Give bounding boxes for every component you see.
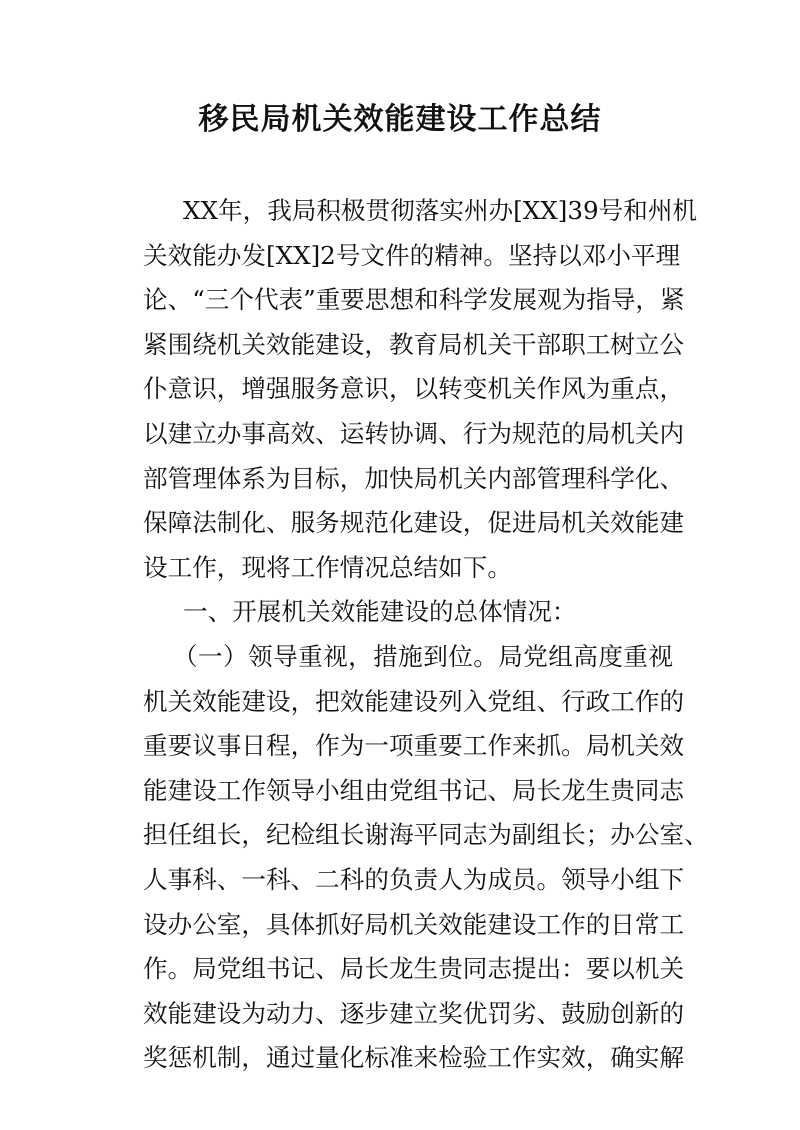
document-body <box>143 189 709 1081</box>
body-text-line: （一）领导重视，措施到位。局党组高度重视 <box>173 641 673 671</box>
body-text-line: 以建立办事高效、运转协调、行为规范的局机关内 <box>143 418 685 448</box>
body-text-line: 人事科、一科、二科的负责人为成员。领导小组下 <box>143 864 685 894</box>
body-text-line: 仆意识，增强服务意识，以转变机关作风为重点， <box>143 374 685 404</box>
body-text-line: 设办公室，具体抓好局机关效能建设工作的日常工 <box>143 909 685 939</box>
body-text-line: 效能建设为动力、逐步建立奖优罚劣、鼓励创新的 <box>143 998 685 1028</box>
body-text-line: 重要议事日程，作为一项重要工作来抓。局机关效 <box>143 731 685 761</box>
body-text-line: 紧围绕机关效能建设，教育局机关干部职工树立公 <box>143 329 685 359</box>
body-text-line: 保障法制化、服务规范化建设，促进局机关效能建 <box>143 508 685 538</box>
body-text-line: XX年，我局积极贯彻落实州办[XX]39号和州机 <box>183 196 698 225</box>
body-text-line: 能建设工作领导小组由党组书记、局长龙生贵同志 <box>143 775 685 805</box>
document-title: 移民局机关效能建设工作总结 <box>198 102 602 137</box>
body-text-line: 论、“三个代表”重要思想和科学发展观为指导，紧 <box>143 285 685 315</box>
body-text-line: 部管理体系为目标，加快局机关内部管理科学化、 <box>143 463 685 493</box>
body-text-line: 设工作，现将工作情况总结如下。 <box>143 552 512 582</box>
body-text-line: 机关效能建设，把效能建设列入党组、行政工作的 <box>143 686 685 716</box>
body-text-line: 担任组长，纪检组长谢海平同志为副组长；办公室、 <box>143 820 709 850</box>
body-text-line: 关效能办发[XX]2号文件的精神。坚持以邓小平理 <box>143 240 681 270</box>
body-text-line: 一、开展机关效能建设的总体情况： <box>183 597 577 627</box>
body-text-line: 作。局党组书记、局长龙生贵同志提出：要以机关 <box>143 954 685 984</box>
body-text-line: 奖惩机制，通过量化标准来检验工作实效，确实解 <box>143 1043 685 1073</box>
